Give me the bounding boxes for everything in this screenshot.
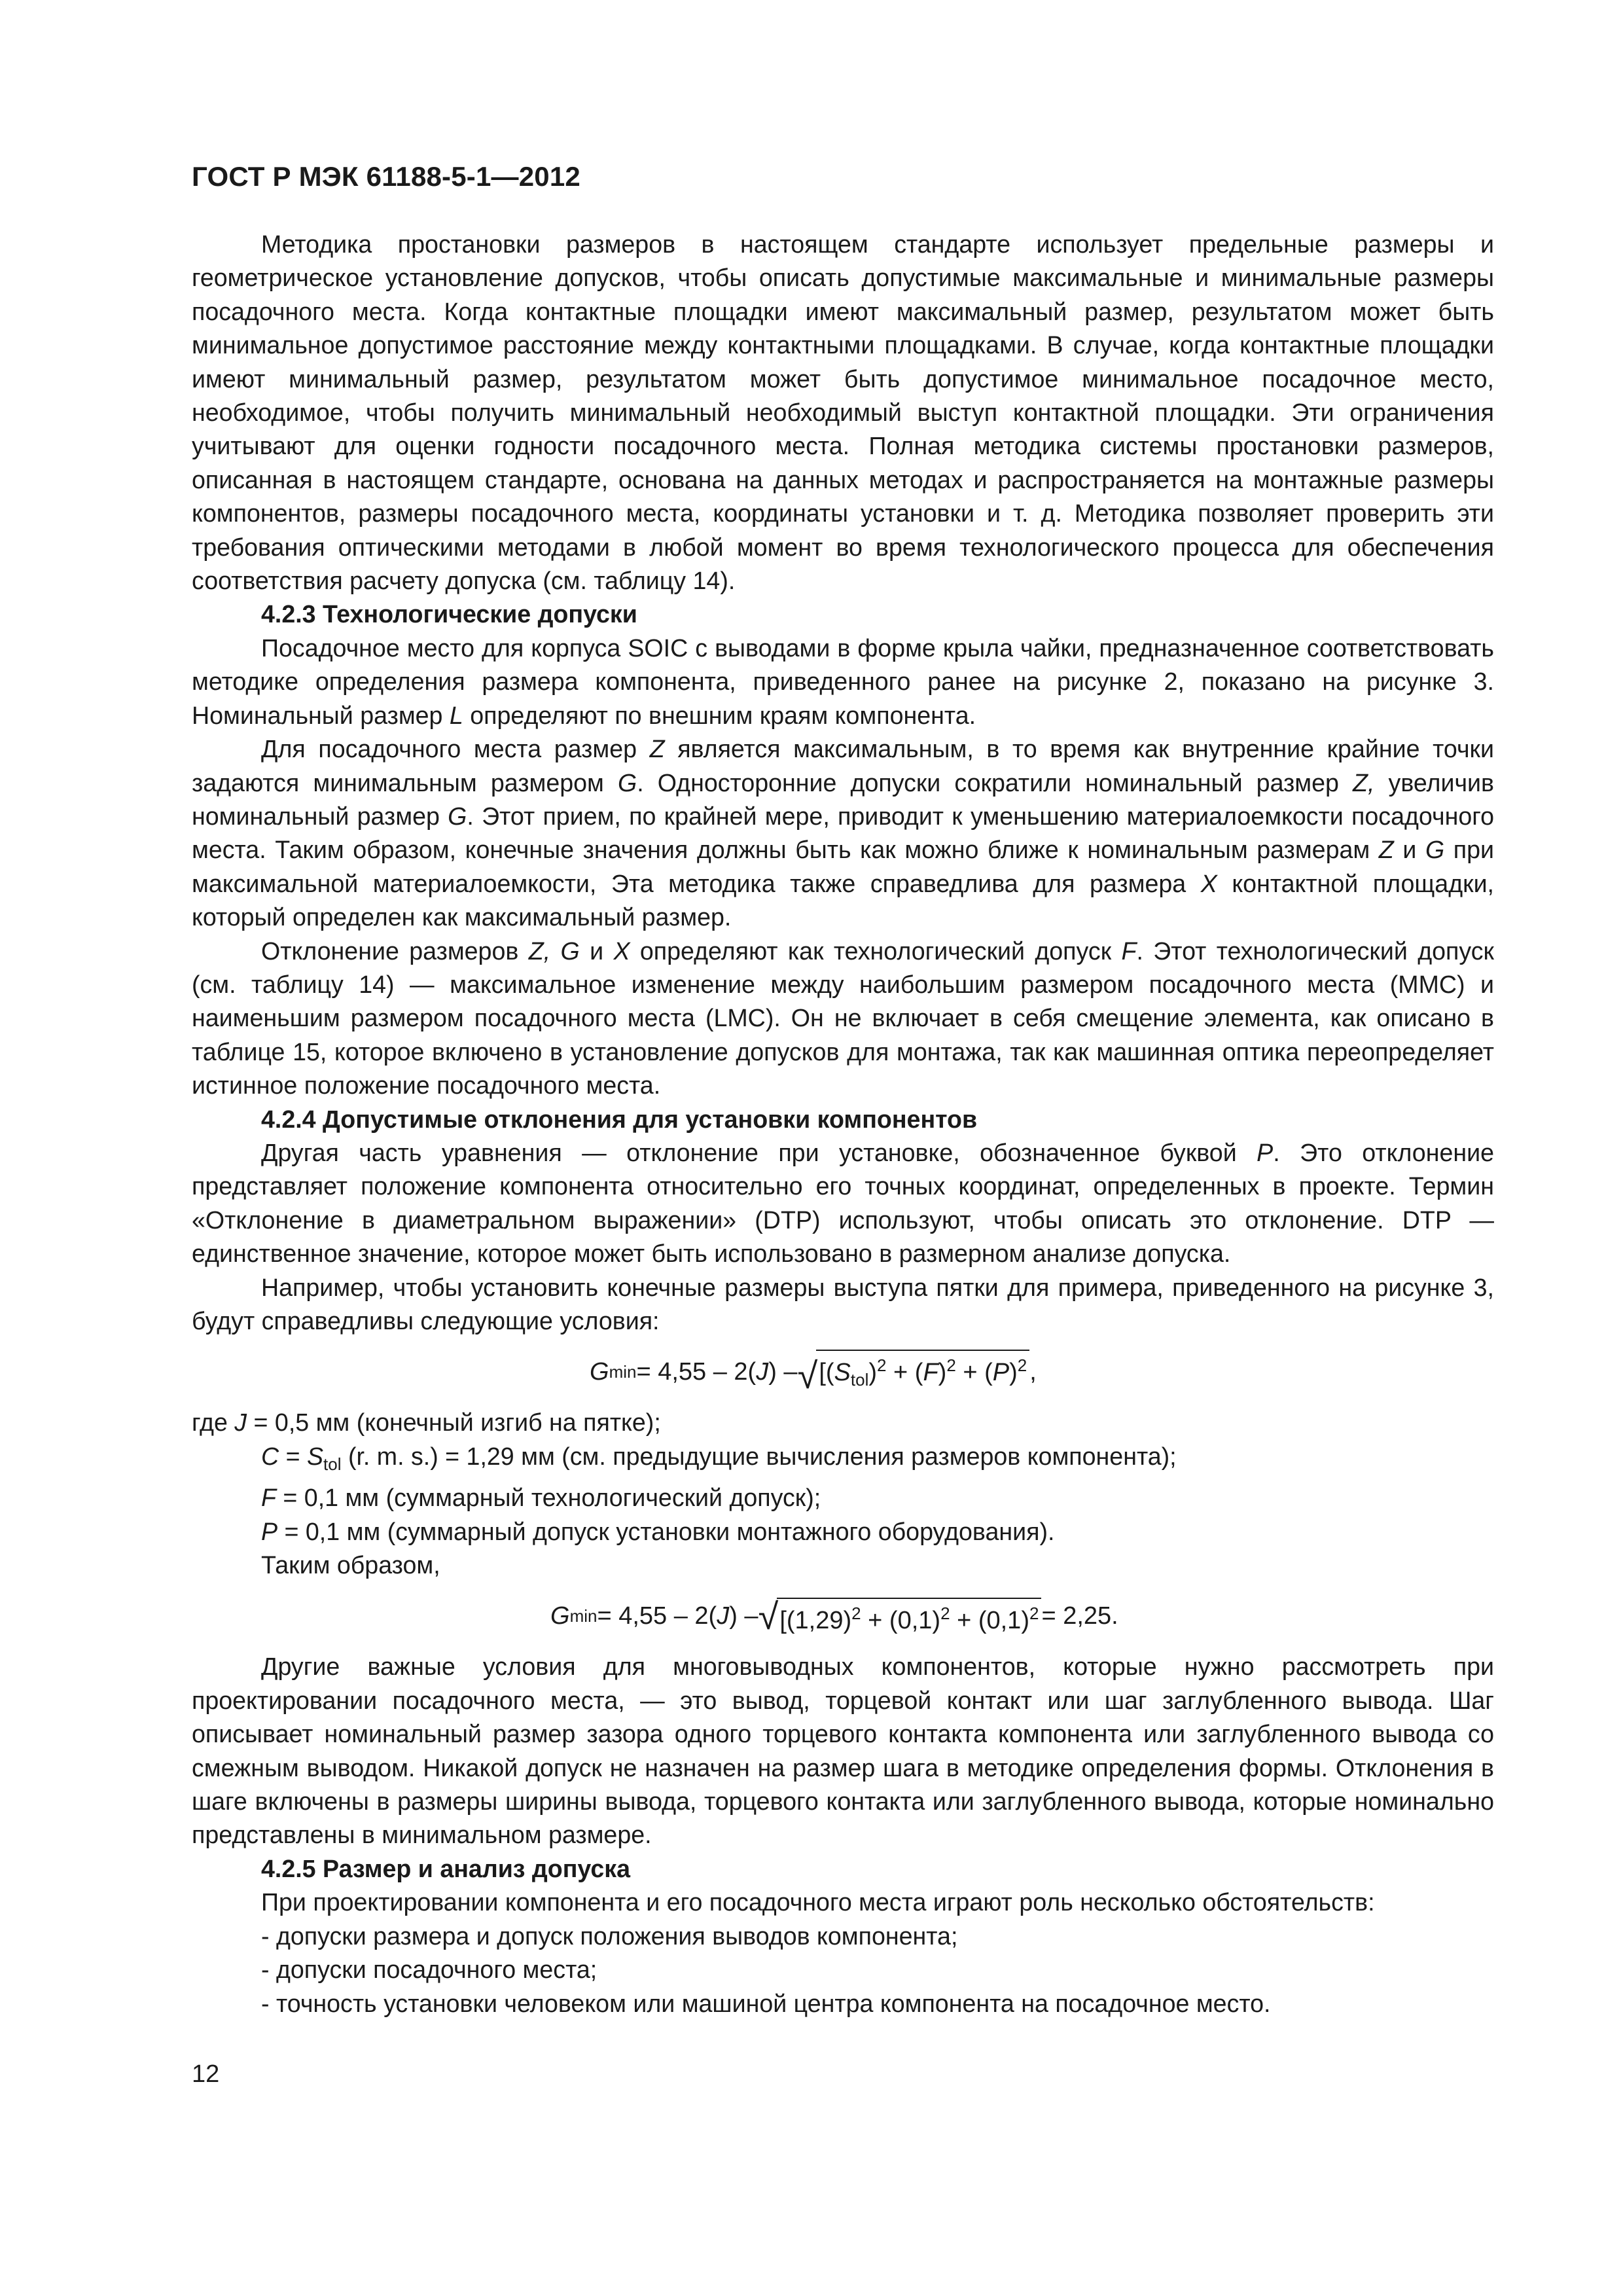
page-body — [192, 228, 1494, 2020]
where-f: F = 0,1 мм (суммарный технологический допуск); — [261, 1484, 821, 1512]
paragraph-example-intro: Например, чтобы установить конечные размеры выступа пятки для примера, приведенного на рисунке 3, будут справедливы следующие условия: — [192, 1273, 1494, 1335]
formula-gmin-general: G min = 4,55 – 2( J ) – √ [$(S_{tol})^2 + (F)^2 + (P)^2$ , — [192, 1338, 1494, 1406]
heading-4-2-3: 4.2.3 Технологические допуски — [261, 600, 637, 628]
where-j: где J = 0,5 мм (конечный изгиб на пятке); — [192, 1408, 661, 1437]
paragraph-soic-land-pattern: Посадочное место для корпуса SOIC с выводами в форме крыла чайки, предназначенное соответствовать методике определения размера компонента, приведенного ранее на рисунке 2, показано на рисунке 3. Номинальный размер L определяют по внешним краям компонента. — [192, 634, 1494, 729]
paragraph-dimensioning-method: Методика простановки размеров в настоящем стандарте использует предельные размеры и геометрическое установление допусков, чтобы описать допустимые максимальные и минимальные размеры посадочного места. Когда контактные площадки имеют максимальный размер, результатом может быть минимальное допустимое расстояние между контактными площадками. В случае, когда контактные площадки имеют минимальный размер, результатом может быть допустимое минимальное посадочное место, необходимое, чтобы получить минимальный необходимый выступ контактной площадки. Эти ограничения учитывают для оценки годности посадочного места. Полная методика системы простановки размеров, описанная в настоящем стандарте, основана на данных методах и распространяется на монтажные размеры компонентов, размеры посадочного места, координаты установки и т. д. Методика позволяет проверить эти требования оптическими методами в любой момент во время технологического процесса для обеспечения соответствия расчету допуска (см. таблицу 14). — [192, 230, 1494, 595]
heading-4-2-4: 4.2.4 Допустимые отклонения для установки компонентов — [261, 1105, 978, 1133]
paragraph-pitch: Другие важные условия для многовыводных компонентов, которые нужно рассмотреть при проектировании посадочного места, — это вывод, торцевой контакт или шаг заглубленного вывода. Шаг описывает номинальный размер зазора одного торцевого контакта компонента или заглубленного вывода со смежным выводом. Никакой допуск не назначен на размер шага в методике определения формы. Отклонения в шаге включены в размеры ширины вывода, торцевого контакта или заглубленного вывода, которые номинально представлены в минимальном размере. — [192, 1653, 1494, 1849]
paragraph-z-g-dimensions: Для посадочного места размер Z является максимальным, в то время как внутренние крайние точки задаются минимальным размером G. Односторонние допуски сократили номинальный размер Z, увеличив номинальный размер G. Этот прием, по крайней мере, приводит к уменьшению материалоемкости посадочного места. Таким образом, конечные значения должны быть как можно ближе к номинальным размерам Z и G при максимальной материалоемкости, Эта методика также справедлива для размера X контактной площадки, который определен как максимальный размер. — [192, 735, 1495, 931]
paragraph-placement-deviation: Другая часть уравнения — отклонение при установке, обозначенное буквой P. Это отклонение представляет положение компонента относительно его точных координат, определенных в проекте. Термин «Отклонение в диаметральном выражении» (DTP) используют, чтобы описать это отклонение. DTP — единственное значение, которое может быть использовано в размерном анализе допуска. — [192, 1138, 1494, 1268]
square-root: √ [$(1,29)^2 + (0,1)^2 + (0,1)^2$ — [758, 1598, 1042, 1635]
paragraph-design-factors: При проектировании компонента и его посадочного места играют роль несколько обстоятельств: — [261, 1888, 1375, 1916]
list-item: - допуски посадочного места; — [261, 1956, 597, 1984]
heading-4-2-5: 4.2.5 Размер и анализ допуска — [261, 1854, 630, 1882]
formula-gmin-numeric: G min = 4,55 – 2( J ) – √ [$(1,29)^2 + (0,1)^2 + (0,1)^2$ = 2,25. — [550, 1595, 1118, 1637]
list-item: - точность установки человеком или машиной центра компонента на посадочное место. — [261, 1989, 1271, 2017]
list-item: - допуски размера и допуск положения выводов компонента; — [261, 1922, 958, 1950]
paragraph-fabrication-tolerance: Отклонение размеров Z, G и X определяют как технологический допуск F. Этот технологический допуск (см. таблицу 14) — максимальное изменение между наибольшим размером посадочного места (ММС) и наименьшим размером посадочного места (LMC). Он не включает в себя смещение элемента, как описано в таблице 15, которое включено в установление допусков для монтажа, так как машинная оптика переопределяет истинное положение посадочного места. — [192, 937, 1494, 1100]
where-p: P = 0,1 мм (суммарный допуск установки монтажного оборудования). — [261, 1517, 1055, 1545]
square-root: √ [$(S_{tol})^2 + (F)^2 + (P)^2$ — [798, 1350, 1030, 1394]
page-number: 12 — [192, 2060, 220, 2088]
where-c: $C = S_{tol}$ (r. m. s.) = 1,29 мм (см. предыдущие вычисления размеров компонента); — [261, 1442, 1177, 1474]
thus-text: Таким образом, — [261, 1551, 440, 1579]
document-header: ГОСТ Р МЭК 61188-5-1—2012 — [192, 161, 580, 192]
